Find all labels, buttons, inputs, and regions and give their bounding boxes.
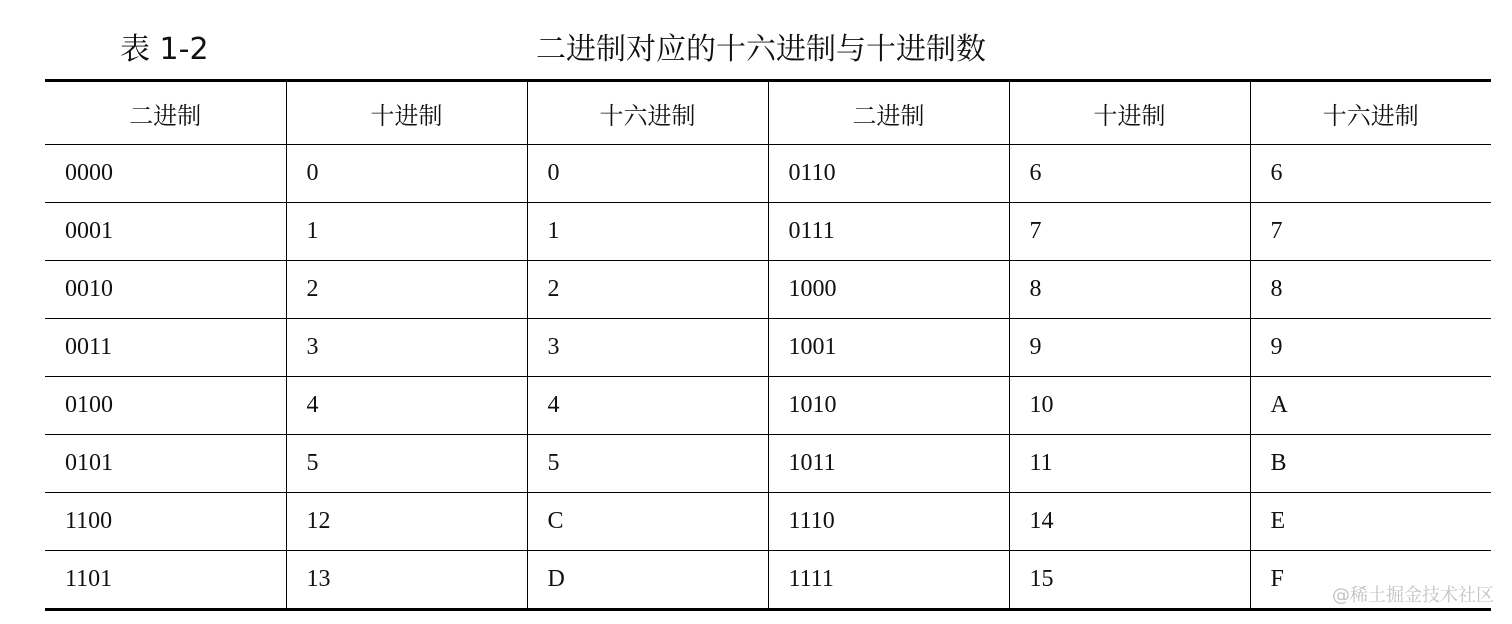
table-cell: 0010 [45,261,286,319]
table-cell: F [1250,551,1491,610]
conversion-table [45,79,1491,611]
table-row [45,261,1491,319]
table-cell: 14 [1009,493,1250,551]
table-cell: 1100 [45,493,286,551]
table-cell: 1001 [768,319,1009,377]
table-row [45,493,1491,551]
table-cell: 10 [1009,377,1250,435]
table-title: 二进制对应的十六进制与十进制数 [536,32,986,67]
table-cell: 0101 [45,435,286,493]
table-cell: 15 [1009,551,1250,610]
table-cell: C [527,493,768,551]
table-row [45,145,1491,203]
table-cell: 5 [286,435,527,493]
table-cell: 1111 [768,551,1009,610]
header-row [45,81,1491,145]
table-cell: 0 [286,145,527,203]
table-cell: 0110 [768,145,1009,203]
table-cell: 3 [286,319,527,377]
table-cell: 1011 [768,435,1009,493]
table-cell: 7 [1250,203,1491,261]
table-cell: 8 [1250,261,1491,319]
column-header-binary: 二进制 [768,81,1009,145]
column-header-decimal: 十进制 [1009,81,1250,145]
table-cell: 1010 [768,377,1009,435]
table-cell: 0011 [45,319,286,377]
table-cell: 2 [286,261,527,319]
table-cell: 8 [1009,261,1250,319]
table-cell: 5 [527,435,768,493]
table-row [45,435,1491,493]
table-row [45,551,1491,610]
table-number: 表 1-2 [120,32,209,67]
table-cell: 1 [527,203,768,261]
table-cell: 0001 [45,203,286,261]
table-row [45,203,1491,261]
table-cell: 1000 [768,261,1009,319]
table-cell: 9 [1250,319,1491,377]
table-cell: 0111 [768,203,1009,261]
table-row [45,319,1491,377]
table-cell: 7 [1009,203,1250,261]
table-row [45,377,1491,435]
table-cell: 4 [286,377,527,435]
table-cell: 0000 [45,145,286,203]
table-cell: 13 [286,551,527,610]
column-header-binary: 二进制 [45,81,286,145]
table-cell: 6 [1009,145,1250,203]
table-cell: 4 [527,377,768,435]
table-cell: 2 [527,261,768,319]
watermark: @稀土掘金技术社区 [1332,585,1494,606]
table-cell: 1110 [768,493,1009,551]
column-header-hex: 十六进制 [527,81,768,145]
table-cell: 12 [286,493,527,551]
table-cell: B [1250,435,1491,493]
table-cell: E [1250,493,1491,551]
table-cell: 11 [1009,435,1250,493]
table-cell: 9 [1009,319,1250,377]
column-header-decimal: 十进制 [286,81,527,145]
table-cell: 3 [527,319,768,377]
table-cell: 0100 [45,377,286,435]
table-cell: 1 [286,203,527,261]
table-cell: A [1250,377,1491,435]
table-cell: D [527,551,768,610]
table-cell: 1101 [45,551,286,610]
column-header-hex: 十六进制 [1250,81,1491,145]
table-cell: 6 [1250,145,1491,203]
table-cell: 0 [527,145,768,203]
